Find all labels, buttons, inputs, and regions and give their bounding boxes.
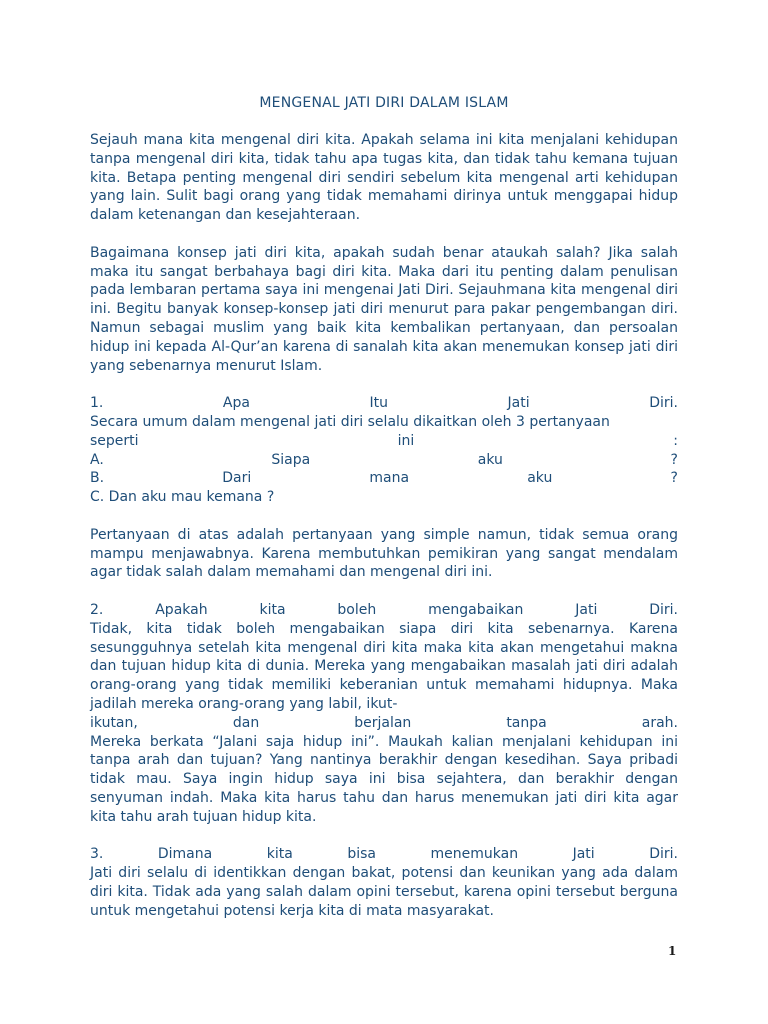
section-3-heading: 3. Dimana kita bisa menemukan Jati Diri. — [90, 846, 678, 863]
section-3-text: Jati diri selalu di identikkan dengan bakat, potensi dan keunikan yang ada dalam diri kita. Tidak ada yang salah dalam opini tersebut, karena opini tersebut berguna untuk mengetahui potensi kerja kita di mata masyarakat. — [90, 865, 678, 919]
paragraph-concept: Bagaimana konsep jati diri kita, apakah sudah benar ataukah salah? Jika salah maka itu sangat berbahaya bagi diri kita. Maka dari itu penting dalam penulisan pada lembaran pertama saya ini mengenai Jati Diri. Sejauhmana kita mengenal diri ini. Begitu banyak konsep-konsep jati diri menurut para pakar pengembangan diri. Namun sebagai muslim yang baik kita kembalikan pertanyaan, dan persoalan hidup ini kepada Al-Qur’an karena di sanalah kita akan menemukan konsep jati diri yang sebenarnya menurut Islam. — [90, 244, 678, 374]
section-2-heading: 2. Apakah kita boleh mengabaikan Jati Diri. — [90, 601, 678, 618]
section-2-text-continued: Mereka berkata “Jalani saja hidup ini”. Maukah kalian menjalani kehidupan ini tanpa arah dan tujuan? Yang nantinya berakhir dengan kesedihan. Saya pribadi tidak mau. Saya ingin hidup saya ini bisa sejahtera, dan berakhir dengan senyuman indah. Maka kita harus tahu dan harus menemukan jati diri kita agar kita tahu arah tujuan hidup kita. — [90, 733, 678, 825]
section-1-line-2: seperti ini : — [90, 432, 678, 449]
section-1-heading: 1. Apa Itu Jati Diri. — [90, 395, 678, 412]
question-b: B. Dari mana aku ? — [90, 470, 678, 487]
question-a: A. Siapa aku ? — [90, 451, 678, 468]
page-number: 1 — [668, 944, 677, 958]
paragraph-questions: Pertanyaan di atas adalah pertanyaan yang simple namun, tidak semua orang mampu menjawabnya. Karena membutuhkan pemikiran yang sangat mendalam agar tidak salah dalam memahami dan mengenal diri ini. — [90, 526, 678, 581]
paragraph-intro: Sejauh mana kita mengenal diri kita. Apakah selama ini kita menjalani kehidupan tanpa mengenal diri kita, tidak tahu apa tugas kita, dan tidak tahu kemana tujuan kita. Betapa penting mengenal diri sendiri sebelum kita mengenal arti kehidupan yang lain. Sulit bagi orang yang tidak memahami dirinya untuk menggapai hidup dalam ketenangan dan kesejahteraan. — [90, 132, 678, 224]
document-body — [90, 131, 678, 920]
document-title: MENGENAL JATI DIRI DALAM ISLAM — [259, 95, 509, 111]
question-c: C. Dan aku mau kemana ? — [90, 489, 275, 506]
section-2-line: ikutan, dan berjalan tanpa arah. — [90, 714, 678, 731]
section-1-line: Secara umum dalam mengenal jati diri selalu dikaitkan oleh 3 pertanyaan — [90, 413, 610, 430]
section-2-text: Tidak, kita tidak boleh mengabaikan siapa diri kita sebenarnya. Karena sesungguhnya setelah kita mengenal diri kita maka kita akan mengetahui makna dan tujuan hidup kita di dunia. Mereka yang mengabaikan masalah jati diri adalah orang-orang yang tidak memiliki keberanian untuk memahami hidupnya. Maka jadilah mereka orang-orang yang labil, ikut- — [90, 620, 678, 712]
